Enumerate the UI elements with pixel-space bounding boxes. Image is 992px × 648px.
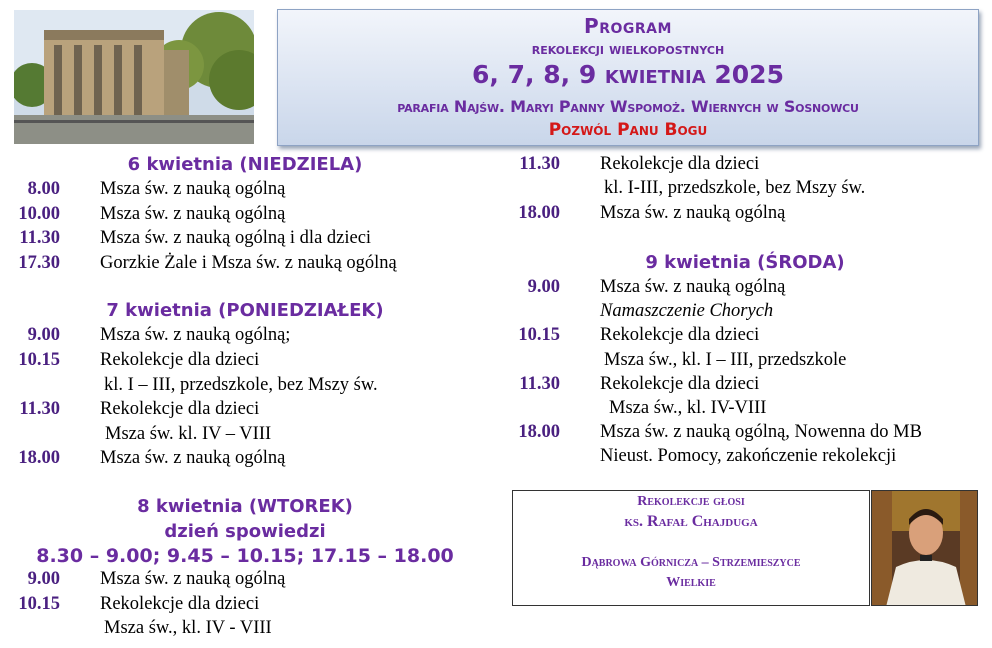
time: 11.30 bbox=[519, 374, 560, 394]
description: Rekolekcje dla dzieci bbox=[600, 325, 760, 345]
program-dates: 6, 7, 8, 9 kwietnia 2025 bbox=[472, 60, 784, 89]
description: Msza św. z nauką ogólną bbox=[100, 204, 286, 224]
time: 18.00 bbox=[518, 203, 560, 223]
program-title: Program bbox=[584, 14, 672, 38]
description-continued: Nieust. Pomocy, zakończenie rekolekcji bbox=[600, 446, 897, 466]
preacher-place: Dąbrowa Górnicza – Strzemieszyce bbox=[581, 555, 801, 570]
parish-name: parafia Najśw. Maryi Panny Wspomoż. Wiernych w Sosnowcu bbox=[397, 97, 859, 116]
motto: Pozwól Panu Bogu bbox=[548, 120, 708, 140]
description: Msza św. z nauką ogólną; bbox=[100, 325, 291, 345]
description-continued: Msza św., kl. I – III, przedszkole bbox=[604, 350, 847, 370]
time: 17.30 bbox=[18, 253, 60, 273]
time: 10.15 bbox=[518, 325, 560, 345]
description: Msza św. z nauką ogólną bbox=[100, 448, 286, 468]
description-continued: Msza św., kl. IV - VIII bbox=[104, 618, 272, 638]
time: 11.30 bbox=[519, 154, 560, 174]
preacher-box bbox=[512, 490, 870, 606]
time: 9.00 bbox=[27, 325, 60, 345]
day8-title: 8 kwietnia (WTOREK) bbox=[137, 496, 353, 517]
description: Msza św. z nauką ogólną i dla dzieci bbox=[100, 228, 372, 248]
time: 11.30 bbox=[19, 399, 60, 419]
time: 18.00 bbox=[518, 422, 560, 442]
day9-title: 9 kwietnia (ŚRODA) bbox=[645, 252, 845, 273]
program-subtitle: rekolekcji wielkopostnych bbox=[531, 40, 725, 58]
description: Msza św. z nauką ogólną, Nowenna do MB bbox=[600, 422, 922, 442]
description: Msza św. z nauką ogólną bbox=[100, 179, 286, 199]
church-photo bbox=[14, 10, 254, 144]
program-header bbox=[277, 9, 979, 146]
time: 11.30 bbox=[19, 228, 60, 248]
description-continued: Msza św. kl. IV – VIII bbox=[105, 424, 272, 444]
day7-title: 7 kwietnia (PONIEDZIAŁEK) bbox=[106, 300, 384, 321]
preacher-label: Rekolekcje głosi bbox=[637, 494, 745, 509]
time: 18.00 bbox=[18, 448, 60, 468]
description: Rekolekcje dla dzieci bbox=[100, 350, 260, 370]
description: Rekolekcje dla dzieci bbox=[600, 374, 760, 394]
time: 9.00 bbox=[527, 277, 560, 297]
description: Rekolekcje dla dzieci bbox=[100, 594, 260, 614]
time: 10.15 bbox=[18, 350, 60, 370]
description: Rekolekcje dla dzieci bbox=[100, 399, 260, 419]
day6-title: 6 kwietnia (NIEDZIELA) bbox=[127, 154, 363, 175]
time: 9.00 bbox=[27, 569, 60, 589]
time: 10.00 bbox=[18, 204, 60, 224]
description: Msza św. z nauką ogólną bbox=[100, 569, 286, 589]
description-continued: kl. I – III, przedszkole, bez Mszy św. bbox=[104, 375, 378, 395]
description: Msza św. z nauką ogólną bbox=[600, 203, 786, 223]
description: Gorzkie Żale i Msza św. z nauką ogólną bbox=[100, 253, 397, 273]
time: 10.15 bbox=[18, 594, 60, 614]
day8-subtitle: dzień spowiedzi bbox=[164, 521, 326, 542]
confession-hours: 8.30 – 9.00; 9.45 – 10.15; 17.15 – 18.00 bbox=[36, 545, 454, 567]
description-continued: kl. I-III, przedszkole, bez Mszy św. bbox=[604, 178, 866, 198]
description-continued: Namaszczenie Chorych bbox=[600, 301, 774, 321]
description-continued: Msza św., kl. IV-VIII bbox=[609, 398, 767, 418]
description: Rekolekcje dla dzieci bbox=[600, 154, 760, 174]
preacher-place-continued: Wielkie bbox=[666, 575, 716, 590]
description: Msza św. z nauką ogólną bbox=[600, 277, 786, 297]
preacher-name: ks. Rafał Chajduga bbox=[624, 513, 758, 530]
time: 8.00 bbox=[27, 179, 60, 199]
priest-photo bbox=[871, 490, 978, 606]
